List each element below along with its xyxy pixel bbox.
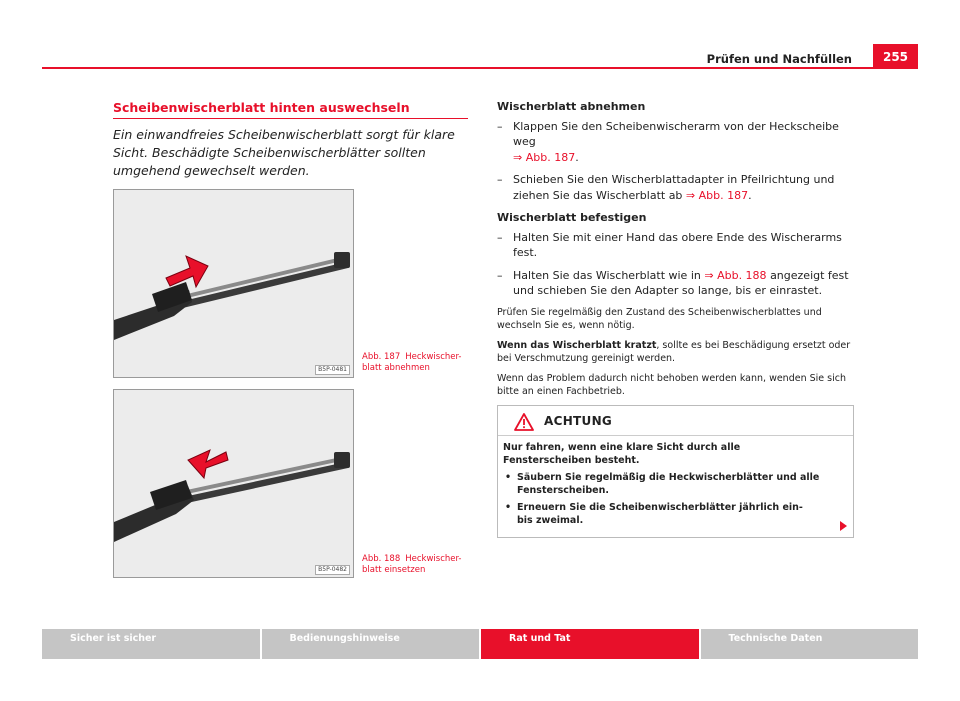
note-text: , sollte es bei Beschädigung ersetzt oder bei Verschmutzung gereinigt werden. xyxy=(497,339,851,364)
section-intro: Ein einwandfreies Scheibenwischerblatt sorgt für klare Sicht. Beschädigte Scheibenwischerblätter sollten umgehend gewechselt werden. xyxy=(113,127,455,178)
warning-box xyxy=(497,405,854,538)
figure-link[interactable]: ⇒ Abb. 187 xyxy=(685,188,749,202)
dash-bullet: – xyxy=(497,119,503,133)
warning-triangle-icon xyxy=(514,413,534,431)
attach-step-1 xyxy=(497,230,854,261)
note-check: Prüfen Sie regelmäßig den Zustand des Scheibenwischerblattes und wechseln Sie es, wenn nötig. xyxy=(497,306,822,331)
warning-title: ACHTUNG xyxy=(544,413,613,428)
figure-188-caption xyxy=(362,554,472,576)
warning-bullet-text: Erneuern Sie die Scheibenwischerblätter jährlich ein- bis zweimal. xyxy=(517,501,803,526)
figure-number: Abb. 187 xyxy=(362,352,401,362)
section-divider xyxy=(113,118,468,119)
figure-link[interactable]: ⇒ Abb. 187 xyxy=(513,150,576,164)
figure-link[interactable]: ⇒ Abb. 188 xyxy=(704,268,767,282)
header-divider xyxy=(42,67,918,69)
instructions-column xyxy=(497,99,854,538)
bullet-dot: • xyxy=(505,501,512,513)
figure-code: B5P-0482 xyxy=(315,565,350,575)
footer-nav xyxy=(42,629,918,659)
note-problem: Wenn das Problem dadurch nicht behoben werden kann, wenden Sie sich bitte an einen Fachbetrieb. xyxy=(497,372,846,397)
figure-number: Abb. 188 xyxy=(362,554,401,564)
warning-bullet xyxy=(503,471,821,497)
running-header: Prüfen und Nachfüllen xyxy=(706,52,852,66)
note-bold: Wenn das Wischerblatt kratzt xyxy=(497,339,657,351)
step-text: Klappen Sie den Scheibenwischerarm von der Heckscheibe weg xyxy=(513,119,839,148)
attach-heading: Wischerblatt befestigen xyxy=(497,211,647,224)
page-number: 255 xyxy=(873,44,918,68)
step-text: angezeigt fest und schieben Sie den Adapter so lange, bis er einrastet. xyxy=(513,268,849,297)
step-text: Schieben Sie den Wischerblattadapter in Pfeilrichtung und ziehen Sie das Wischerblatt ab xyxy=(513,173,835,202)
figure-187-caption xyxy=(362,352,472,374)
footer-tab-technische-daten[interactable]: Technische Daten xyxy=(701,629,919,659)
figure-caption-text: Heckwischer-blatt abnehmen xyxy=(362,352,462,373)
footer-tab-bedienung[interactable]: Bedienungshinweise xyxy=(262,629,480,659)
remove-heading: Wischerblatt abnehmen xyxy=(497,100,646,113)
warning-body xyxy=(498,436,853,537)
figure-187-image xyxy=(113,189,354,378)
note-scratch xyxy=(497,339,854,365)
warning-header xyxy=(498,406,853,436)
warning-bullet xyxy=(503,501,821,527)
footer-tab-rat-und-tat[interactable]: Rat und Tat xyxy=(481,629,699,659)
warning-lead: Nur fahren, wenn eine klare Sicht durch alle Fensterscheiben besteht. xyxy=(503,441,741,466)
figure-caption-text: Heckwischer-blatt einsetzen xyxy=(362,554,462,575)
section-title: Scheibenwischerblatt hinten auswechseln xyxy=(113,100,410,115)
figure-code: B5P-0481 xyxy=(315,365,350,375)
step-text: Halten Sie mit einer Hand das obere Ende des Wischerarms fest. xyxy=(513,230,842,259)
warning-bullet-text: Säubern Sie regelmäßig die Heckwischerblätter und alle Fensterscheiben. xyxy=(517,471,820,496)
footer-tab-sicher[interactable]: Sicher ist sicher xyxy=(42,629,260,659)
remove-step-2: – Schieben Sie den Wischerblattadapter in Pfeilrichtung und ziehen Sie das Wischerblatt ab ⇒ Abb. 187. xyxy=(497,173,835,202)
dash-bullet: – xyxy=(497,173,503,186)
attach-step-2 xyxy=(497,268,854,299)
bullet-dot: • xyxy=(505,471,512,483)
dash-bullet: – xyxy=(497,268,503,282)
step-text: Halten Sie das Wischerblatt wie in xyxy=(513,268,701,282)
figure-188-image xyxy=(113,389,354,578)
remove-step-1: – Klappen Sie den Scheibenwischerarm von der Heckscheibe weg ⇒ Abb. 187. xyxy=(497,119,839,164)
continue-arrow-icon xyxy=(840,521,847,531)
dash-bullet: – xyxy=(497,230,503,244)
